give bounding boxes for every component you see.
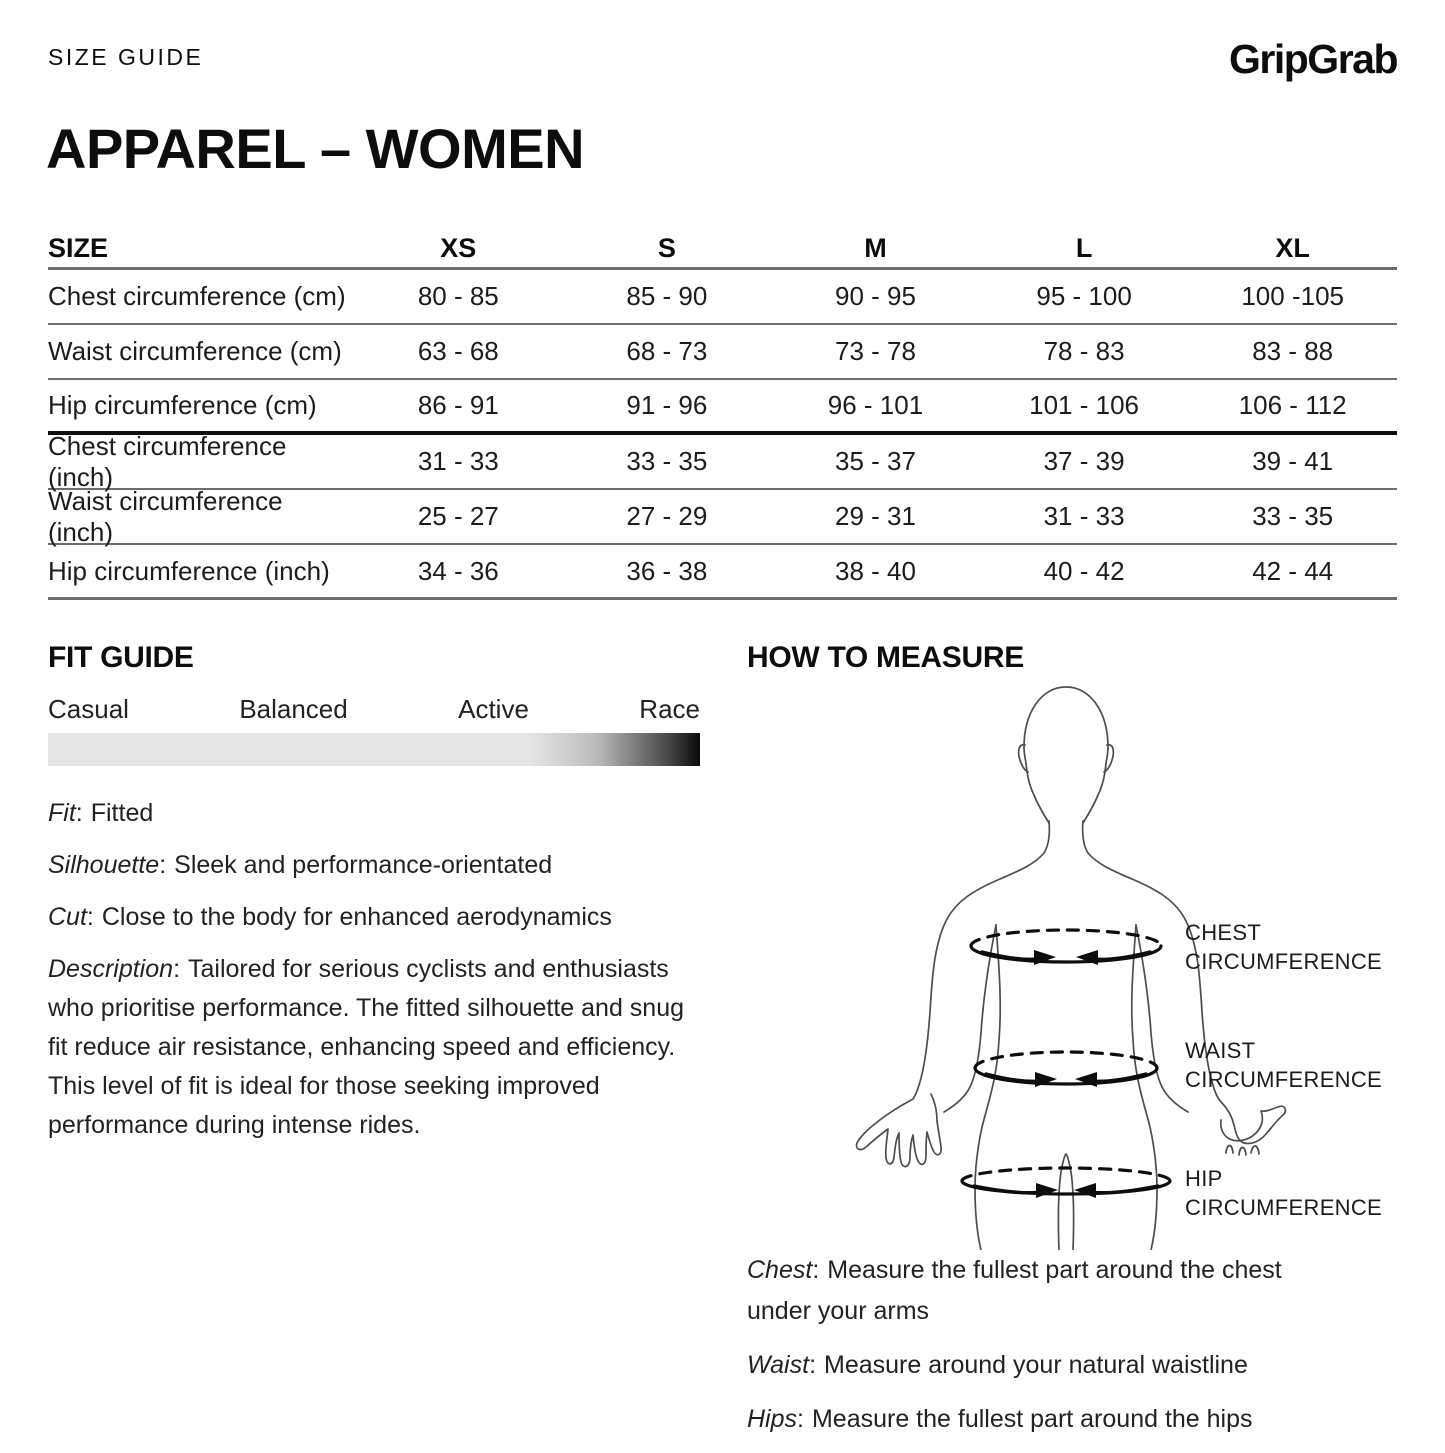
cell-value: 85 - 90 xyxy=(626,281,708,311)
scale-label-active: Active xyxy=(458,694,529,724)
column-header-xl: XL xyxy=(1275,233,1310,263)
size-table-header-row xyxy=(48,230,1397,270)
cell-value: 33 - 35 xyxy=(626,446,708,476)
hip-circumference-label: HIP CIRCUMFERENCE xyxy=(1185,1166,1383,1220)
hips-instruction-term: Hips : xyxy=(747,1405,804,1433)
cell-value: 42 - 44 xyxy=(1252,555,1334,586)
cell-value: 96 - 101 xyxy=(827,390,924,420)
page-title: APPAREL – WOMEN xyxy=(46,117,585,180)
fit-value: Fitted xyxy=(90,799,154,827)
cell-value: 68 - 73 xyxy=(626,336,708,366)
cell-value: 36 - 38 xyxy=(626,555,708,586)
measure-instructions xyxy=(747,1250,1332,1453)
cell-value: 29 - 31 xyxy=(835,501,916,531)
column-header-m: M xyxy=(864,233,887,263)
cell-value: 86 - 91 xyxy=(417,390,499,420)
column-header-size: SIZE xyxy=(48,233,109,263)
waist-instruction-text: Measure around your natural waistline xyxy=(824,1351,1248,1379)
cell-value: 90 - 95 xyxy=(835,281,916,311)
cell-value: 25 - 27 xyxy=(417,501,499,531)
silhouette-term: Silhouette : xyxy=(48,851,166,879)
row-label: Chest circumference (cm) xyxy=(48,281,346,311)
cell-value: 80 - 85 xyxy=(417,281,499,311)
cut-term: Cut : xyxy=(48,903,94,931)
table-row-hip-cm xyxy=(48,380,1397,435)
chest-instruction xyxy=(747,1250,1332,1332)
description-value: Tailored for serious cyclists and enthusiasts who prioritise performance. The fitted silhouette and snug fit reduce air resistance, enhancing speed and efficiency. This level of fit is ideal for those seeking improved performance during intense rides. xyxy=(48,955,685,1139)
chest-measure-band-icon xyxy=(971,930,1161,965)
table-row-waist-cm xyxy=(48,325,1397,380)
fit-scale-gradient-bar xyxy=(48,733,700,766)
cell-value: 40 - 42 xyxy=(1043,555,1125,586)
scale-label-race: Race xyxy=(639,694,700,724)
waist-instruction-term: Waist : xyxy=(747,1351,816,1379)
cell-value: 27 - 29 xyxy=(626,501,708,531)
cell-value: 31 - 33 xyxy=(417,446,499,476)
cell-value: 39 - 41 xyxy=(1252,446,1334,476)
cell-value: 73 - 78 xyxy=(835,336,916,366)
scale-label-casual: Casual xyxy=(48,694,129,724)
cut-attribute xyxy=(48,898,710,937)
fit-term: Fit : xyxy=(48,799,83,827)
row-label: Hip circumference (cm) xyxy=(48,390,317,420)
cell-value: 101 - 106 xyxy=(1029,390,1140,420)
table-row-hip-inch xyxy=(48,545,1397,600)
cell-value: 78 - 83 xyxy=(1043,336,1125,366)
cell-value: 100 -105 xyxy=(1241,281,1344,311)
table-row-waist-inch xyxy=(48,485,1397,547)
cut-value: Close to the body for enhanced aerodynamics xyxy=(101,903,612,931)
description-term: Description : xyxy=(48,955,180,983)
column-header-s: S xyxy=(657,233,676,263)
scale-label-balanced: Balanced xyxy=(239,694,348,724)
chest-instruction-text: Measure the fullest part around the chest under your arms xyxy=(747,1256,1282,1325)
how-to-measure-heading: HOW TO MEASURE xyxy=(747,641,1024,674)
row-label: Chest circumference (inch) xyxy=(48,430,287,492)
waist-circumference-label: WAIST CIRCUMFERENCE xyxy=(1185,1038,1383,1092)
chest-circumference-label: CHEST CIRCUMFERENCE xyxy=(1185,920,1383,974)
silhouette-attribute xyxy=(48,846,710,885)
hips-instruction xyxy=(747,1399,1332,1440)
cell-value: 31 - 33 xyxy=(1043,501,1125,531)
cell-value: 33 - 35 xyxy=(1252,501,1334,531)
cell-value: 34 - 36 xyxy=(417,555,499,586)
size-table xyxy=(48,230,1397,600)
fit-attribute xyxy=(48,794,710,833)
cell-value: 83 - 88 xyxy=(1252,336,1334,366)
waist-measure-band-icon xyxy=(975,1052,1157,1087)
size-guide-label: SIZE GUIDE xyxy=(48,44,204,70)
silhouette-value: Sleek and performance-orientated xyxy=(174,851,553,879)
row-label: Waist circumference (inch) xyxy=(48,485,283,547)
column-header-xs: XS xyxy=(440,233,477,263)
chest-instruction-term: Chest : xyxy=(747,1256,819,1284)
brand-logo: GripGrab xyxy=(1229,36,1397,82)
hip-measure-band-icon xyxy=(962,1168,1170,1198)
fit-scale-labels xyxy=(48,694,700,725)
description-attribute xyxy=(48,950,710,1145)
table-row-chest-cm xyxy=(48,270,1397,325)
cell-value: 35 - 37 xyxy=(835,446,916,476)
cell-value: 38 - 40 xyxy=(835,555,916,586)
fit-guide-text xyxy=(48,794,710,1158)
fit-guide-heading: FIT GUIDE xyxy=(48,641,194,674)
waist-instruction xyxy=(747,1345,1332,1386)
column-header-l: L xyxy=(1075,233,1093,263)
cell-value: 37 - 39 xyxy=(1043,446,1125,476)
cell-value: 63 - 68 xyxy=(417,336,499,366)
hips-instruction-text: Measure the fullest part around the hips xyxy=(811,1405,1253,1433)
table-row-chest-inch xyxy=(48,430,1397,492)
row-label: Hip circumference (inch) xyxy=(48,555,330,586)
cell-value: 95 - 100 xyxy=(1036,281,1132,311)
cell-value: 106 - 112 xyxy=(1238,390,1347,420)
row-label: Waist circumference (cm) xyxy=(48,336,342,366)
cell-value: 91 - 96 xyxy=(626,390,708,420)
